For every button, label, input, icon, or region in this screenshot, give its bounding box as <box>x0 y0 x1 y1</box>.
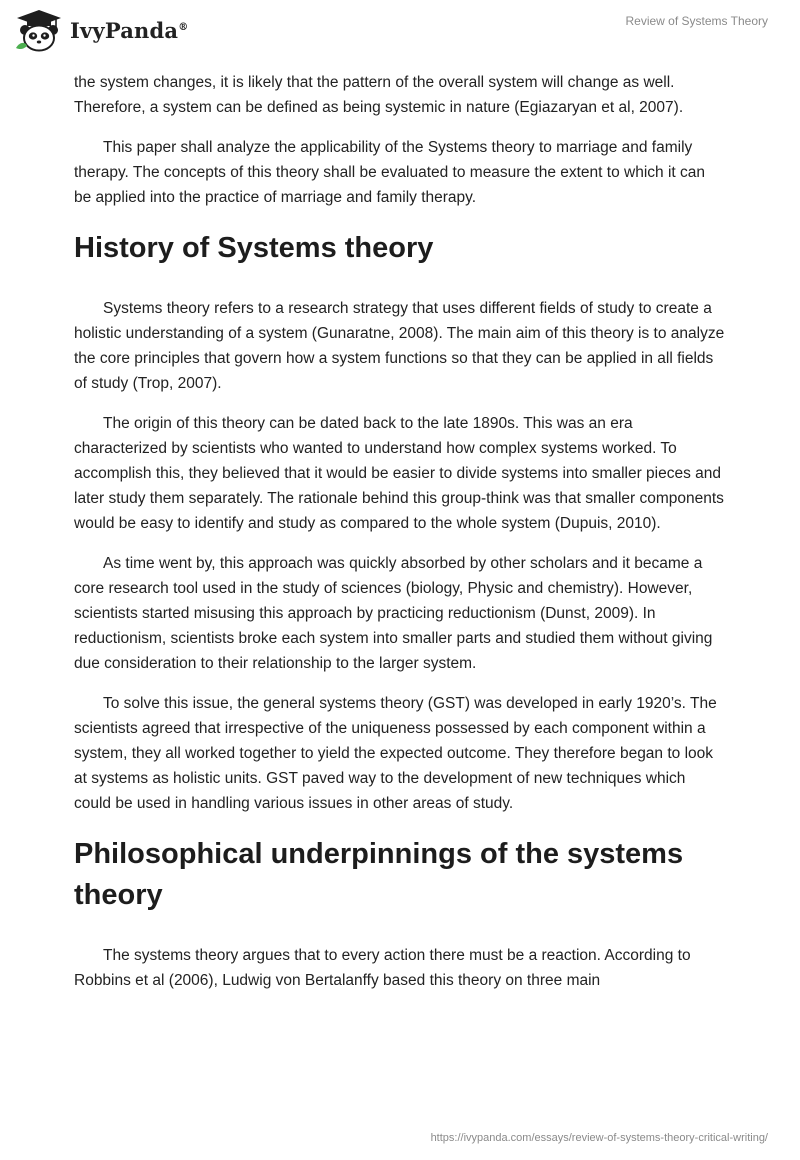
article-body <box>74 70 726 1008</box>
paragraph: As time went by, this approach was quickly absorbed by other scholars and it became a core research tool used in the study of sciences (biology, Physic and chemistry). However, scientists started misusing this approach by practicing reductionism (Dunst, 2009). In reductionism, scientists broke each system into smaller parts and studied them without giving due consideration to their relationship to the larger system. <box>74 555 713 672</box>
paragraph: The systems theory argues that to every action there must be a reaction. According to Robbins et al (2006), Ludwig von Bertalanffy based this theory on three main <box>74 947 691 989</box>
section-heading-history: History of Systems theory <box>74 232 434 264</box>
paragraph: Systems theory refers to a research strategy that uses different fields of study to create a holistic understanding of a system (Gunaratne, 2008). The main aim of this theory is to analyze the core principles that govern how a system functions so that they can be applied in all fields of study (Trop, 2007). <box>74 300 725 392</box>
paragraph: To solve this issue, the general systems theory (GST) was developed in early 1920’s. The scientists agreed that irrespective of the uniqueness possessed by each component within a system, they all worked together to yield the expected outcome. They therefore began to look at systems as holistic units. GST paved way to the development of new techniques which could be used in handling various issues in other areas of study. <box>74 695 717 812</box>
running-title: Review of Systems Theory <box>625 14 768 28</box>
brand-name: IvyPanda® <box>70 17 189 43</box>
paragraph: The origin of this theory can be dated back to the late 1890s. This was an era characterized by scientists who wanted to understand how complex systems worked. To accomplish this, they believed that it would be easier to divide systems into smaller pieces and later study them separately. The rationale behind this group-think was that smaller components would be easy to identify and study as compared to the whole system (Dupuis, 2010). <box>74 415 724 532</box>
page-header <box>0 0 800 64</box>
registered-mark: ® <box>178 21 189 33</box>
panda-graduate-icon <box>14 8 64 52</box>
ivypanda-logo[interactable] <box>14 8 188 52</box>
paragraph: the system changes, it is likely that the pattern of the overall system will change as well. Therefore, a system can be defined as being systemic in nature (Egiazaryan et al, 2007). <box>74 74 684 116</box>
source-url[interactable]: https://ivypanda.com/essays/review-of-systems-theory-critical-writing/ <box>430 1132 768 1144</box>
paragraph: This paper shall analyze the applicability of the Systems theory to marriage and family therapy. The concepts of this theory shall be evaluated to measure the extent to which it can be applied into the practice of marriage and family therapy. <box>74 139 705 206</box>
section-heading-philosophy: Philosophical underpinnings of the systems theory <box>74 838 684 911</box>
